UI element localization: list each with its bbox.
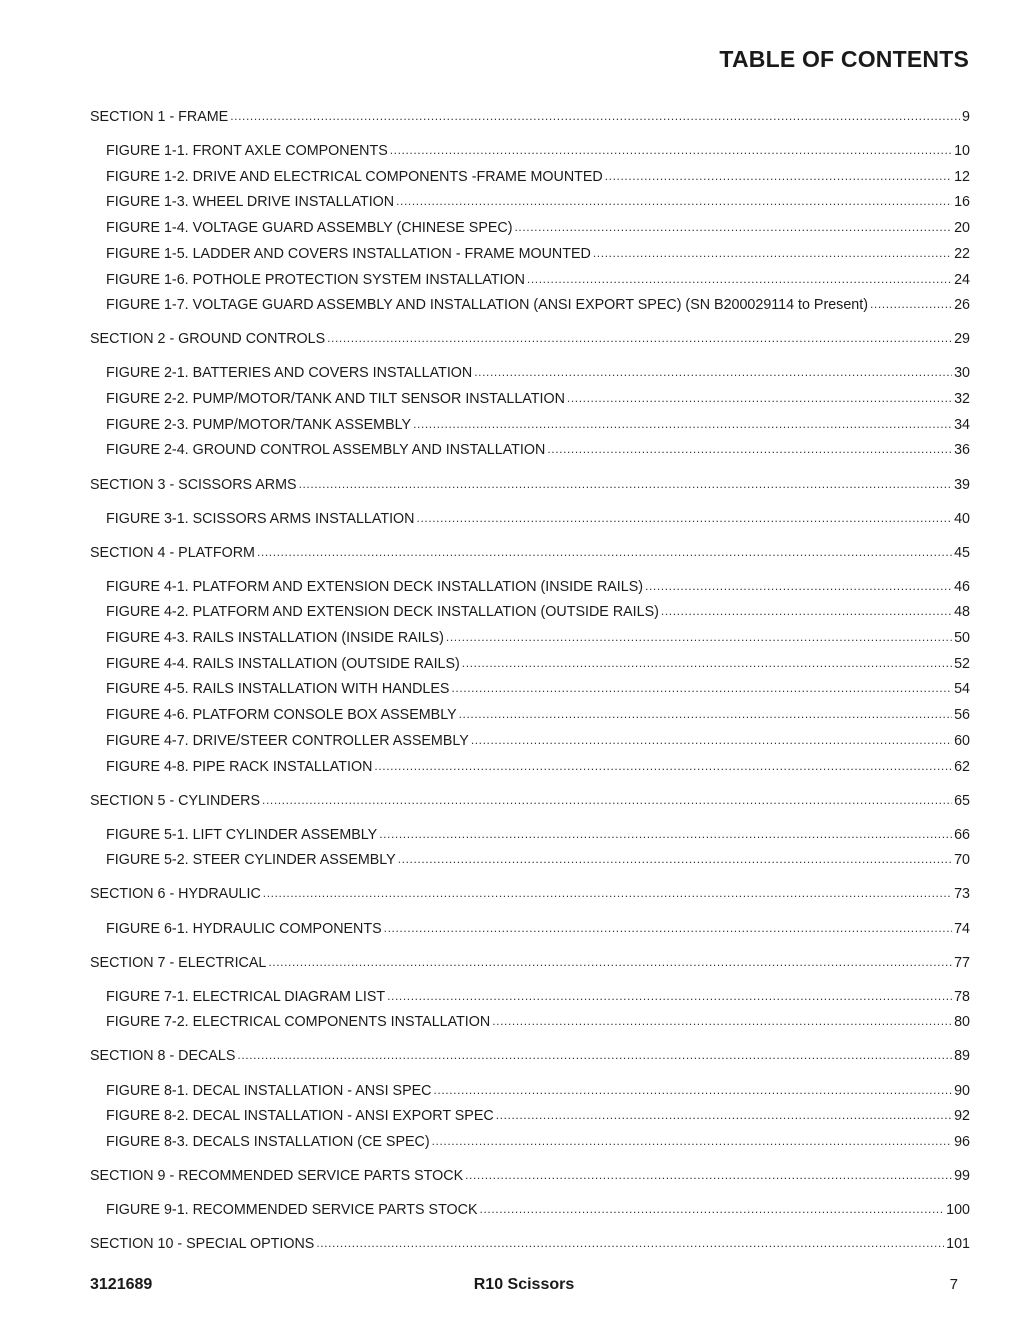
toc-entry-label: FIGURE 2-1. BATTERIES AND COVERS INSTALLATION	[106, 365, 473, 382]
toc-dot-leader	[567, 389, 952, 408]
toc-entry-label: SECTION 9 - RECOMMENDED SERVICE PARTS STOCK	[90, 1168, 464, 1184]
toc-figure-entry[interactable]	[90, 758, 970, 784]
toc-entry-page: 92	[954, 1108, 970, 1125]
toc-dot-leader	[268, 953, 952, 972]
toc-entry-label: FIGURE 4-7. DRIVE/STEER CONTROLLER ASSEMBLY	[106, 732, 469, 749]
toc-entry-label: FIGURE 7-1. ELECTRICAL DIAGRAM LIST	[106, 988, 386, 1005]
toc-figure-entry[interactable]	[90, 271, 970, 297]
toc-section-entry[interactable]	[90, 1167, 970, 1193]
toc-figure-entry[interactable]	[90, 920, 970, 946]
toc-figure-entry[interactable]	[90, 142, 970, 168]
toc-entry-label: FIGURE 4-2. PLATFORM AND EXTENSION DECK INSTALLATION (OUTSIDE RAILS)	[106, 604, 659, 621]
toc-entry-label: FIGURE 1-7. VOLTAGE GUARD ASSEMBLY AND INSTALLATION (ANSI EXPORT SPEC) (SN B200029114 to Present)	[106, 297, 868, 314]
toc-figure-entry[interactable]	[90, 732, 970, 758]
toc-entry-label: SECTION 10 - SPECIAL OPTIONS	[90, 1236, 315, 1253]
toc-dot-leader	[257, 543, 952, 562]
toc-dot-leader	[527, 270, 952, 289]
toc-entry-page: 52	[954, 655, 970, 672]
toc-entry-page: 65	[954, 792, 970, 809]
toc-entry-label: SECTION 1 - FRAME	[90, 109, 229, 125]
toc-section-entry[interactable]	[90, 544, 970, 570]
toc-dot-leader	[327, 329, 952, 348]
toc-figure-entry[interactable]	[90, 629, 970, 655]
toc-figure-entry[interactable]	[90, 680, 970, 706]
toc-entry-label: SECTION 8 - DECALS	[90, 1048, 236, 1065]
toc-dot-leader	[446, 628, 952, 647]
toc-section-entry[interactable]	[90, 1235, 970, 1261]
toc-dot-leader	[870, 295, 952, 314]
toc-dot-leader	[299, 475, 953, 494]
toc-section-entry[interactable]	[90, 885, 970, 911]
toc-entry-page: 70	[954, 852, 970, 869]
toc-figure-entry[interactable]	[90, 193, 970, 219]
toc-dot-leader	[492, 1012, 952, 1031]
toc-dot-leader	[396, 192, 952, 211]
toc-entry-label: FIGURE 5-2. STEER CYLINDER ASSEMBLY	[106, 852, 396, 869]
toc-section-entry[interactable]	[90, 954, 970, 980]
toc-figure-entry[interactable]	[90, 851, 970, 877]
toc-dot-leader	[547, 440, 952, 459]
toc-entry-label: FIGURE 9-1. RECOMMENDED SERVICE PARTS STOCK	[106, 1202, 478, 1219]
toc-section-entry[interactable]	[90, 330, 970, 356]
toc-dot-leader	[645, 577, 952, 596]
toc-entry-label: FIGURE 2-4. GROUND CONTROL ASSEMBLY AND INSTALLATION	[106, 442, 546, 459]
toc-entry-page: 16	[954, 194, 970, 211]
toc-entry-label: FIGURE 1-2. DRIVE AND ELECTRICAL COMPONENTS -FRAME MOUNTED	[106, 168, 603, 185]
toc-entry-label: SECTION 3 - SCISSORS ARMS	[90, 476, 297, 493]
table-of-contents	[90, 108, 970, 1261]
toc-entry-page: 20	[954, 220, 970, 237]
toc-figure-entry[interactable]	[90, 706, 970, 732]
toc-dot-leader	[661, 602, 952, 621]
toc-dot-leader	[398, 850, 952, 869]
toc-entry-page: 30	[954, 365, 970, 382]
toc-entry-page: 45	[954, 544, 970, 561]
toc-dot-leader	[480, 1200, 945, 1219]
toc-entry-page: 62	[954, 758, 970, 775]
toc-entry-page: 101	[946, 1236, 970, 1253]
toc-dot-leader	[474, 363, 952, 382]
toc-entry-page: 80	[954, 1014, 970, 1031]
toc-figure-entry[interactable]	[90, 1107, 970, 1133]
toc-entry-label: FIGURE 4-3. RAILS INSTALLATION (INSIDE RAILS)	[106, 630, 444, 647]
toc-entry-page: 24	[954, 271, 970, 288]
toc-dot-leader	[432, 1132, 952, 1151]
toc-entry-page: 39	[954, 476, 970, 493]
toc-figure-entry[interactable]	[90, 219, 970, 245]
toc-entry-page: 10	[954, 143, 970, 160]
toc-entry-label: FIGURE 4-8. PIPE RACK INSTALLATION	[106, 758, 373, 775]
toc-figure-entry[interactable]	[90, 988, 970, 1014]
toc-dot-leader	[413, 415, 952, 434]
toc-figure-entry[interactable]	[90, 1013, 970, 1039]
toc-entry-page: 54	[954, 681, 970, 698]
toc-entry-label: FIGURE 4-5. RAILS INSTALLATION WITH HANDLES	[106, 681, 450, 698]
toc-entry-label: FIGURE 1-1. FRONT AXLE COMPONENTS	[106, 143, 388, 160]
toc-entry-label: FIGURE 1-3. WHEEL DRIVE INSTALLATION	[106, 194, 395, 211]
toc-dot-leader	[230, 107, 960, 126]
toc-dot-leader	[451, 679, 952, 698]
toc-dot-leader	[387, 987, 952, 1006]
toc-dot-leader	[471, 731, 952, 750]
toc-entry-label: FIGURE 1-5. LADDER AND COVERS INSTALLATION - FRAME MOUNTED	[106, 245, 591, 262]
toc-section-entry[interactable]	[90, 1047, 970, 1073]
toc-entry-label: FIGURE 4-1. PLATFORM AND EXTENSION DECK INSTALLATION (INSIDE RAILS)	[106, 578, 644, 595]
toc-entry-page: 66	[954, 826, 970, 843]
toc-entry-page: 46	[954, 578, 970, 595]
toc-entry-page: 89	[954, 1048, 970, 1065]
toc-figure-entry[interactable]	[90, 168, 970, 194]
toc-entry-label: SECTION 6 - HYDRAULIC	[90, 886, 261, 903]
toc-entry-label: FIGURE 8-1. DECAL INSTALLATION - ANSI SPEC	[106, 1082, 432, 1099]
toc-dot-leader	[465, 1166, 952, 1185]
toc-figure-entry[interactable]	[90, 416, 970, 442]
footer-doc-number: 3121689	[90, 1276, 153, 1293]
toc-entry-label: SECTION 5 - CYLINDERS	[90, 792, 261, 809]
toc-figure-entry[interactable]	[90, 1201, 970, 1227]
page-title: TABLE OF CONTENTS	[719, 46, 969, 72]
toc-entry-page: 77	[954, 954, 970, 971]
toc-entry-page: 12	[954, 168, 970, 185]
toc-dot-leader	[462, 654, 952, 673]
toc-entry-label: FIGURE 8-2. DECAL INSTALLATION - ANSI EXPORT SPEC	[106, 1108, 494, 1125]
toc-figure-entry[interactable]	[90, 510, 970, 536]
toc-dot-leader	[237, 1046, 952, 1065]
toc-entry-label: FIGURE 3-1. SCISSORS ARMS INSTALLATION	[106, 510, 415, 527]
toc-dot-leader	[417, 509, 953, 528]
toc-entry-page: 9	[962, 109, 970, 125]
toc-entry-label: FIGURE 1-4. VOLTAGE GUARD ASSEMBLY (CHINESE SPEC)	[106, 220, 513, 237]
toc-dot-leader	[390, 141, 952, 160]
toc-figure-entry[interactable]	[90, 441, 970, 467]
toc-entry-page: 90	[954, 1082, 970, 1099]
toc-dot-leader	[593, 244, 952, 263]
toc-entry-label: FIGURE 8-3. DECALS INSTALLATION (CE SPEC)	[106, 1133, 430, 1150]
toc-entry-page: 34	[954, 416, 970, 433]
toc-figure-entry[interactable]	[90, 296, 970, 322]
toc-dot-leader	[384, 919, 952, 938]
toc-entry-page: 40	[954, 510, 970, 527]
footer-page-number: 7	[949, 1276, 958, 1293]
toc-section-entry[interactable]	[90, 108, 970, 134]
toc-entry-label: FIGURE 4-6. PLATFORM CONSOLE BOX ASSEMBLY	[106, 707, 457, 724]
toc-entry-label: SECTION 2 - GROUND CONTROLS	[90, 331, 326, 348]
toc-entry-page: 96	[954, 1133, 970, 1150]
toc-entry-page: 22	[954, 245, 970, 262]
toc-section-entry[interactable]	[90, 792, 970, 818]
toc-figure-entry[interactable]	[90, 603, 970, 629]
toc-entry-page: 56	[954, 707, 970, 724]
toc-entry-label: FIGURE 1-6. POTHOLE PROTECTION SYSTEM INSTALLATION	[106, 271, 525, 288]
toc-dot-leader	[515, 218, 953, 237]
toc-figure-entry[interactable]	[90, 364, 970, 390]
toc-entry-page: 99	[954, 1168, 970, 1184]
toc-dot-leader	[263, 884, 952, 903]
toc-entry-page: 74	[954, 920, 970, 937]
toc-entry-page: 26	[954, 297, 970, 314]
toc-entry-page: 29	[954, 331, 970, 348]
toc-figure-entry[interactable]	[90, 390, 970, 416]
toc-entry-page: 32	[954, 391, 970, 408]
toc-figure-entry[interactable]	[90, 1082, 970, 1108]
toc-entry-label: FIGURE 5-1. LIFT CYLINDER ASSEMBLY	[106, 826, 378, 843]
toc-entry-page: 78	[954, 988, 970, 1005]
toc-figure-entry[interactable]	[90, 245, 970, 271]
toc-entry-label: FIGURE 6-1. HYDRAULIC COMPONENTS	[106, 920, 382, 937]
toc-entry-page: 60	[954, 732, 970, 749]
toc-figure-entry[interactable]	[90, 578, 970, 604]
toc-figure-entry[interactable]	[90, 655, 970, 681]
toc-entry-page: 73	[954, 886, 970, 903]
toc-entry-label: SECTION 7 - ELECTRICAL	[90, 954, 267, 971]
toc-dot-leader	[262, 791, 952, 810]
toc-entry-page: 100	[946, 1202, 970, 1219]
toc-dot-leader	[374, 757, 952, 776]
footer-product-name: R10 Scissors	[473, 1276, 575, 1293]
toc-dot-leader	[459, 705, 952, 724]
toc-section-entry[interactable]	[90, 476, 970, 502]
toc-dot-leader	[496, 1106, 952, 1125]
toc-dot-leader	[316, 1234, 944, 1253]
toc-figure-entry[interactable]	[90, 1133, 970, 1159]
toc-entry-label: FIGURE 2-3. PUMP/MOTOR/TANK ASSEMBLY	[106, 416, 412, 433]
toc-dot-leader	[433, 1081, 952, 1100]
toc-entry-label: FIGURE 2-2. PUMP/MOTOR/TANK AND TILT SENSOR INSTALLATION	[106, 391, 565, 408]
toc-entry-label: SECTION 4 - PLATFORM	[90, 544, 255, 561]
toc-entry-page: 48	[954, 604, 970, 621]
toc-entry-label: FIGURE 4-4. RAILS INSTALLATION (OUTSIDE RAILS)	[106, 655, 460, 672]
toc-entry-page: 50	[954, 630, 970, 647]
toc-entry-label: FIGURE 7-2. ELECTRICAL COMPONENTS INSTALLATION	[106, 1014, 491, 1031]
toc-dot-leader	[605, 167, 952, 186]
page-footer	[90, 1276, 958, 1298]
toc-entry-page: 36	[954, 442, 970, 459]
toc-dot-leader	[379, 825, 952, 844]
toc-figure-entry[interactable]	[90, 826, 970, 852]
